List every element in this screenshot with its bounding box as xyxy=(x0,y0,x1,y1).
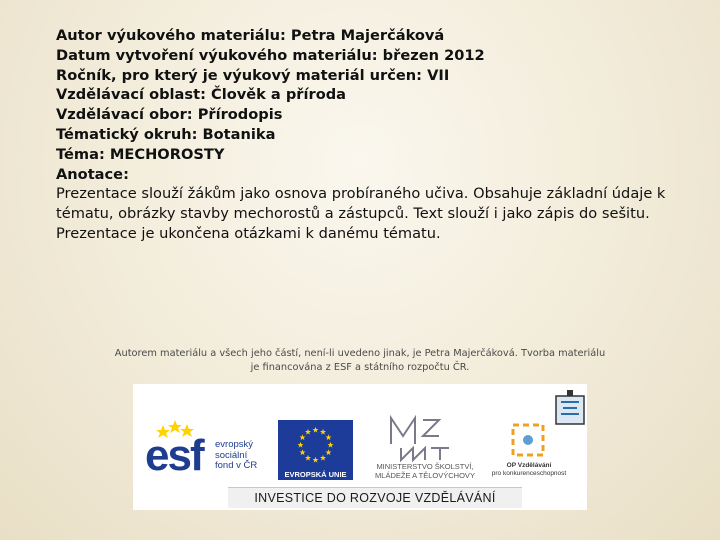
credit-line-1: Autorem materiálu a všech jeho částí, není-li uvedeno jinak, je Petra Majerčáková. Tvorba materiálu xyxy=(114,348,606,359)
annotation-label: Anotace: xyxy=(56,165,129,183)
msmt-emblem-icon xyxy=(387,414,457,462)
logo-strip xyxy=(133,384,587,510)
field-line: Vzdělávací obor: Přírodopis xyxy=(56,106,283,124)
eu-flag-icon xyxy=(278,420,353,470)
school-emblem-icon xyxy=(553,388,587,428)
area-line: Vzdělávací oblast: Člověk a příroda xyxy=(56,86,347,104)
op-caption-2: pro konkurenceschopnost xyxy=(491,470,567,477)
credit-line-2: je financována z ESF a státního rozpočtu ČR. xyxy=(250,362,470,373)
material-info xyxy=(56,26,676,244)
date-line: Datum vytvoření výukového materiálu: březen 2012 xyxy=(56,46,485,64)
credit-note xyxy=(100,347,620,375)
op-caption-1: OP Vzdělávání xyxy=(506,462,552,469)
op-caption xyxy=(488,462,570,478)
msmt-caption-2: MLÁDEŽE A TĚLOVÝCHOVY xyxy=(375,471,475,480)
msmt-caption xyxy=(365,462,485,480)
esf-wordmark: esf xyxy=(145,431,203,480)
op-square-icon xyxy=(508,420,552,460)
eu-logo xyxy=(278,420,353,480)
grade-line: Ročník, pro který je výukový materiál určen: VII xyxy=(56,66,450,84)
investment-banner: INVESTICE DO ROZVOJE VZDĚLÁVÁNÍ xyxy=(228,487,522,508)
op-logo xyxy=(488,420,570,484)
author-line: Autor výukového materiálu: Petra Majerčáková xyxy=(56,27,445,44)
esf-caption-2: sociální xyxy=(215,449,248,461)
esf-caption-3: fond v ČR xyxy=(215,460,258,471)
msmt-logo xyxy=(365,414,485,482)
esf-caption xyxy=(215,440,257,472)
topic-line: Téma: MECHOROSTY xyxy=(56,145,225,163)
esf-logo xyxy=(145,418,263,482)
msmt-caption-1: MINISTERSTVO ŠKOLSTVÍ, xyxy=(376,462,474,471)
esf-caption-1: evropský xyxy=(215,439,254,450)
annotation-text: Prezentace slouží žákům jako osnova probíraného učiva. Obsahuje základní údaje k tématu, obrázky stavby mechorostů a zástupců. Text slouží i jako zápis do sešitu. Prezentace je ukončena otázkami k danému tématu. xyxy=(56,185,666,242)
thematic-line: Tématický okruh: Botanika xyxy=(56,125,276,143)
eu-label: EVROPSKÁ UNIE xyxy=(278,470,353,480)
